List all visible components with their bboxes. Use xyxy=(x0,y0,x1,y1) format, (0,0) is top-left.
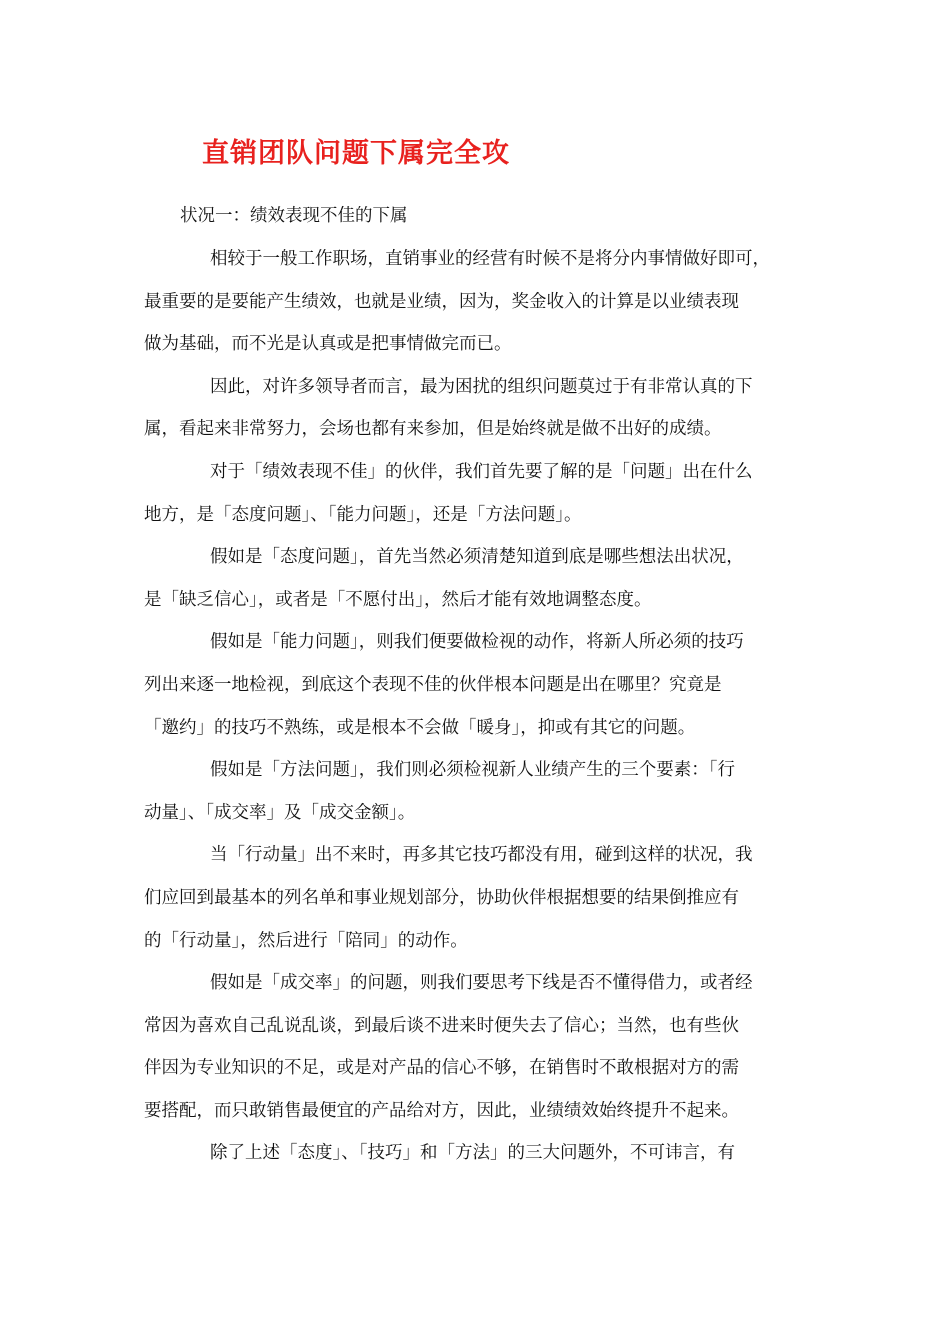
page-title: 直销团队问题下属完全攻 xyxy=(202,138,510,169)
paragraph xyxy=(144,749,824,834)
paragraph xyxy=(144,834,824,962)
paragraph xyxy=(144,238,824,366)
paragraph-line: 动量」、「成交率」及「成交金额」。 xyxy=(144,802,416,823)
paragraph xyxy=(144,1132,824,1175)
paragraph-line: 是「缺乏信心」，或者是「不愿付出」，然后才能有效地调整态度。 xyxy=(144,589,652,610)
paragraph xyxy=(144,962,824,1132)
paragraph-line: 假如是「能力问题」，则我们便要做检视的动作，将新人所必须的技巧 xyxy=(210,632,744,653)
paragraph-line: 相较于一般工作职场，直销事业的经营有时候不是将分内事情做好即可， xyxy=(210,249,770,269)
paragraph-line: 要搭配，而只敢销售最便宜的产品给对方，因此，业绩绩效始终提升不起来。 xyxy=(144,1100,739,1121)
paragraph xyxy=(144,536,824,621)
paragraph xyxy=(144,451,824,536)
paragraph-line: 常因为喜欢自己乱说乱谈，到最后谈不进来时便失去了信心；当然，也有些伙 xyxy=(144,1015,739,1036)
paragraph-line: 列出来逐一地检视，到底这个表现不佳的伙伴根本问题是出在哪里？究竟是 xyxy=(144,674,722,695)
paragraph-line: 们应回到最基本的列名单和事业规划部分，协助伙伴根据想要的结果倒推应有 xyxy=(144,887,739,908)
paragraph-line: 地方，是「态度问题」、「能力问题」，还是「方法问题」。 xyxy=(144,504,582,525)
paragraph-line: 假如是「成交率」的问题，则我们要思考下线是否不懂得借力，或者经 xyxy=(210,973,753,994)
paragraph-line: 最重要的是要能产生绩效，也就是业绩，因为，奖金收入的计算是以业绩表现 xyxy=(144,291,739,312)
paragraph-line: 假如是「方法问题」，我们则必须检视新人业绩产生的三个要素：「行 xyxy=(210,760,735,781)
document-body xyxy=(144,238,824,1175)
paragraph-line: 当「行动量」出不来时，再多其它技巧都没有用，碰到这样的状况，我 xyxy=(210,845,753,866)
section-heading: 状况一：绩效表现不佳的下属 xyxy=(180,206,408,226)
paragraph-line: 伴因为专业知识的不足，或是对产品的信心不够，在销售时不敢根据对方的需 xyxy=(144,1058,739,1079)
paragraph xyxy=(144,621,824,749)
paragraph-line: 对于「绩效表现不佳」的伙伴，我们首先要了解的是「问题」出在什么 xyxy=(210,461,753,482)
paragraph-line: 假如是「态度问题」，首先当然必须清楚知道到底是哪些想法出状况， xyxy=(210,547,744,568)
paragraph-line: 做为基础，而不光是认真或是把事情做完而已。 xyxy=(144,334,512,355)
paragraph-line: 「邀约」的技巧不熟练，或是根本不会做「暖身」，抑或有其它的问题。 xyxy=(144,717,696,738)
paragraph-line: 的「行动量」，然后进行「陪同」的动作。 xyxy=(144,930,468,951)
paragraph-line: 因此，对许多领导者而言，最为困扰的组织问题莫过于有非常认真的下 xyxy=(210,376,753,397)
paragraph xyxy=(144,366,824,451)
paragraph-line: 属，看起来非常努力，会场也都有来参加，但是始终就是做不出好的成绩。 xyxy=(144,419,722,440)
paragraph-line: 除了上述「态度」、「技巧」和「方法」的三大问题外，不可讳言，有 xyxy=(210,1143,735,1164)
